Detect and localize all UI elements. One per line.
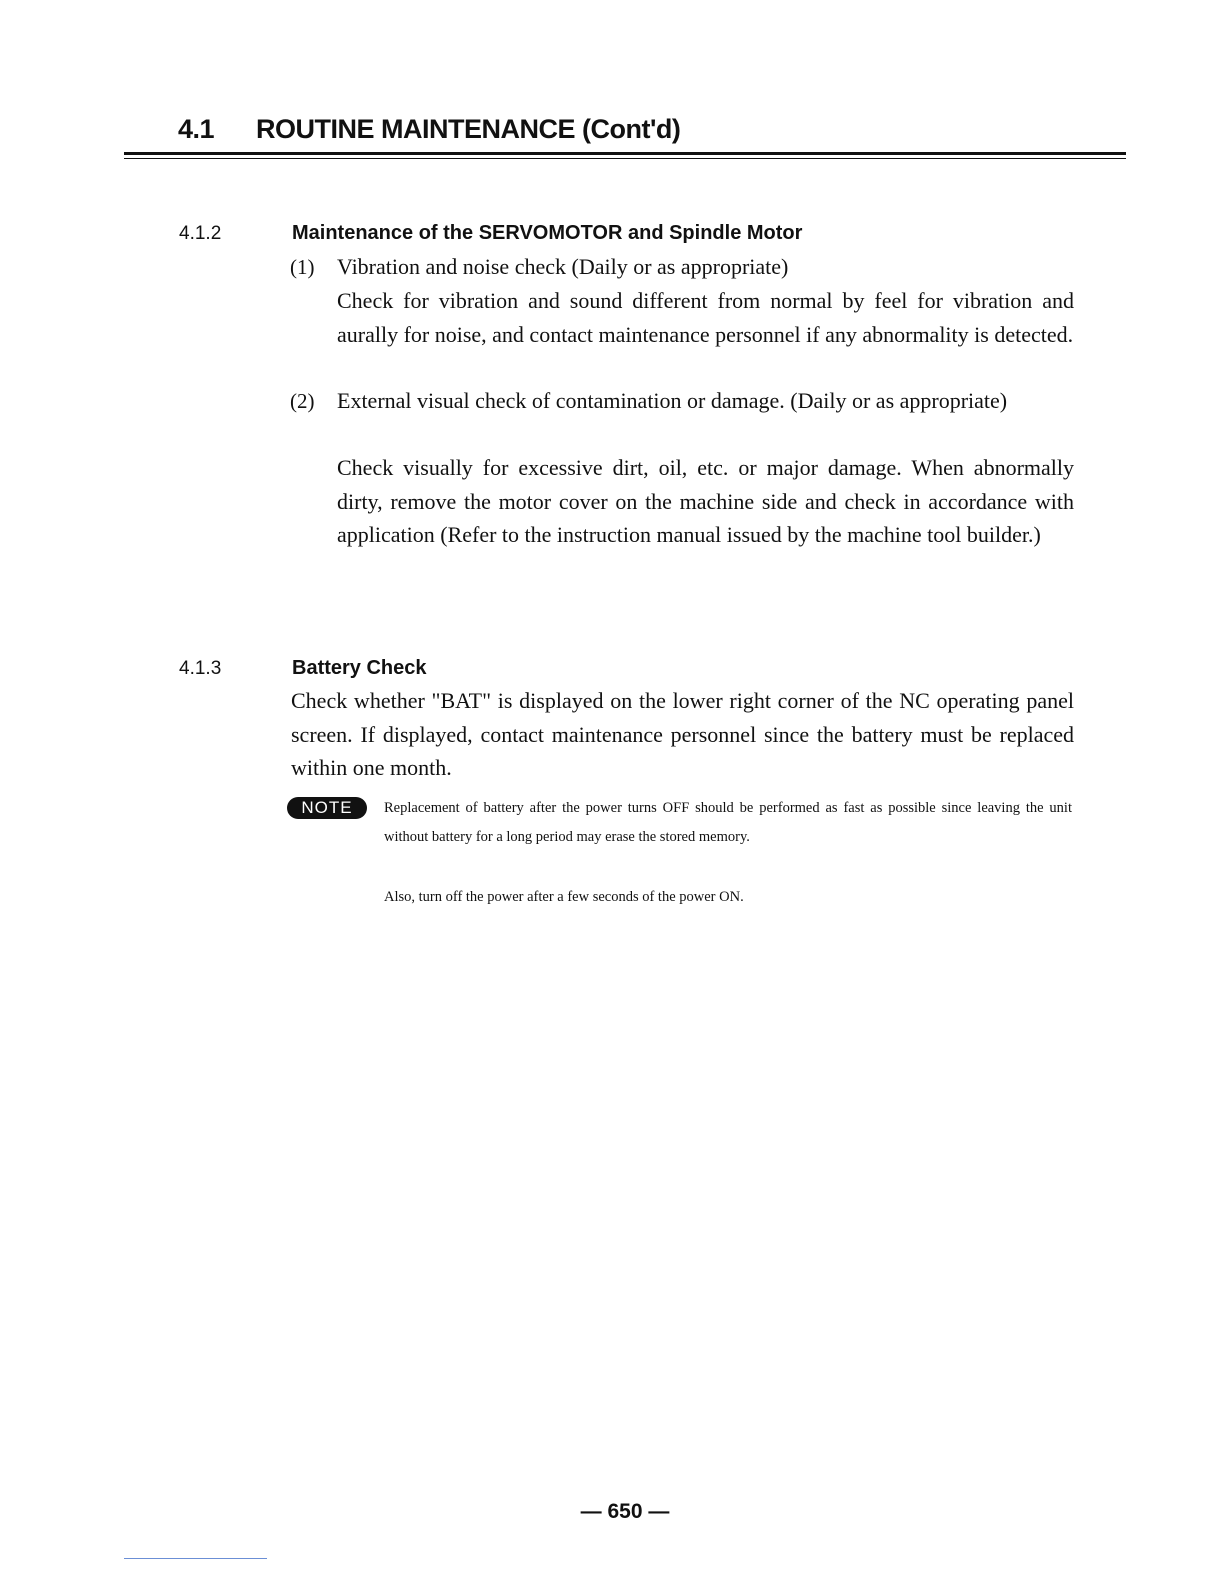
note-text: Replacement of battery after the power turns OFF should be performed as fast as possible since leaving the unit without battery for a long period may erase the stored memory. [384,800,1072,845]
header-title: ROUTINE MAINTENANCE (Cont'd) [256,114,681,144]
item-marker-1: (1) [290,255,315,279]
section-title-servomotor: Maintenance of the SERVOMOTOR and Spindle Motor [292,222,803,244]
battery-check-body: Check whether "BAT" is displayed on the lower right corner of the NC operating panel screen. If displayed, contact maintenance personnel since the battery must be replaced within one month. [291,688,1074,780]
section-title-battery-check: Battery Check [292,657,427,679]
header-rule-thin [124,158,1126,159]
note-badge: NOTE [287,797,367,819]
header-section-number: 4.1 [178,114,215,144]
item-title-vibration: Vibration and noise check (Daily or as appropriate) [337,254,789,279]
note-text-2: Also, turn off the power after a few seconds of the power ON. [384,889,744,905]
bottom-rule [124,1558,267,1559]
section-number-4-1-2: 4.1.2 [179,223,222,244]
item-body-vibration: Check for vibration and sound different from normal by feel for vibration and aurally for noise, and contact maintenance personnel if any abnormality is detected. [337,288,1074,347]
page-number: — 650 — [580,1500,670,1523]
item-body-visual-check: Check visually for excessive dirt, oil, etc. or major damage. When abnormally dirty, remove the motor cover on the machine side and check in accordance with application (Refer to the instruction manual issued by the machine tool builder.) [337,455,1074,547]
page-header [178,114,680,145]
section-number-4-1-3: 4.1.3 [179,658,222,679]
header-rule-thick [124,152,1126,155]
item-title-visual-check: External visual check of contamination or damage. (Daily or as appropriate) [337,388,1008,413]
item-marker-2: (2) [290,389,315,413]
